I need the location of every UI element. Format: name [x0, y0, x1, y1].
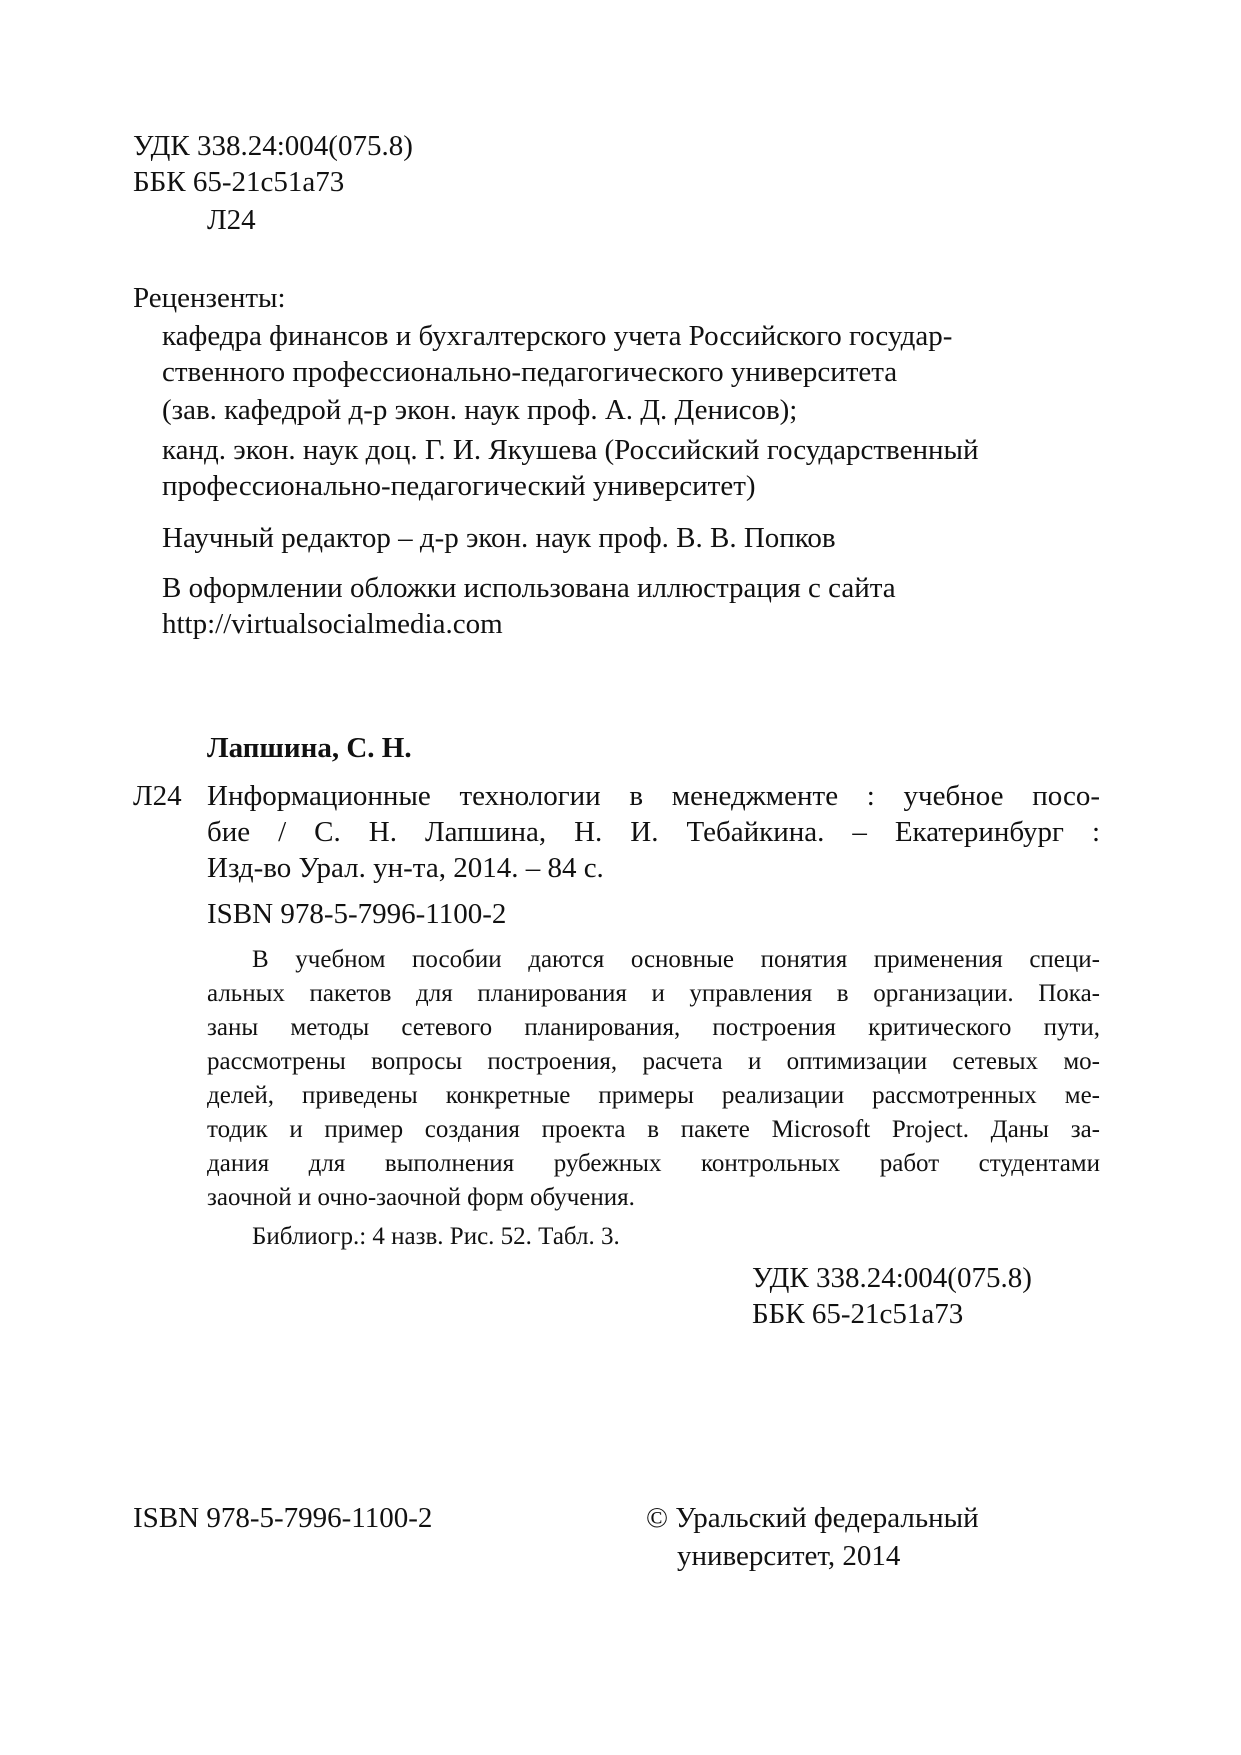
- card-isbn: ISBN 978-5-7996-1100-2: [207, 898, 507, 930]
- scientific-editor: Научный редактор – д-р экон. наук проф. В. В. Попков: [162, 522, 836, 554]
- top-author-mark: Л24: [207, 204, 256, 236]
- abstract-line: заочной и очно-заочной форм обучения.: [207, 1184, 635, 1211]
- card-title-block: [207, 778, 1100, 886]
- abstract-line: дания для выполнения рубежных контрольных работ студентами: [207, 1150, 1100, 1177]
- reviewer-line: (зав. кафедрой д-р экон. наук проф. А. Д. Денисов);: [162, 394, 798, 426]
- card-title-line: бие / С. Н. Лапшина, Н. И. Тебайкина. – Екатеринбург :: [207, 816, 1100, 848]
- card-title-line: Изд-во Урал. ун-та, 2014. – 84 с.: [207, 852, 604, 884]
- top-udk: УДК 338.24:004(075.8): [133, 130, 413, 162]
- card-bbk: ББК 65-21с51а73: [752, 1298, 964, 1330]
- card-biblio: Библиогр.: 4 назв. Рис. 52. Табл. 3.: [252, 1223, 620, 1250]
- footer-isbn: ISBN 978-5-7996-1100-2: [133, 1502, 433, 1534]
- card-mark: Л24: [133, 780, 182, 812]
- abstract-line: заны методы сетевого планирования, построения критического пути,: [207, 1014, 1100, 1041]
- top-bbk: ББК 65-21с51а73: [133, 166, 345, 198]
- footer-copyright-line2: университет, 2014: [677, 1540, 901, 1572]
- cover-note-url: http://virtualsocialmedia.com: [162, 608, 503, 640]
- abstract-line: делей, приведены конкретные примеры реализации рассмотренных ме-: [207, 1082, 1100, 1109]
- card-title-line: Информационные технологии в менеджменте : учебное посо-: [207, 780, 1100, 812]
- reviewers-heading: Рецензенты:: [133, 282, 286, 314]
- card-udk: УДК 338.24:004(075.8): [752, 1262, 1032, 1294]
- reviewer-line: профессионально-педагогический университет): [162, 470, 756, 502]
- abstract-line: рассмотрены вопросы построения, расчета и оптимизации сетевых мо-: [207, 1048, 1100, 1075]
- cover-note-line: В оформлении обложки использована иллюстрация с сайта: [162, 572, 896, 604]
- abstract-line: тодик и пример создания проекта в пакете Microsoft Project. Даны за-: [207, 1116, 1100, 1143]
- reviewer-line: канд. экон. наук доц. Г. И. Якушева (Российский государственный: [162, 434, 979, 466]
- reviewer-line: кафедра финансов и бухгалтерского учета Российского государ-: [162, 320, 953, 352]
- card-author: Лапшина, С. Н.: [207, 732, 412, 764]
- abstract-line: В учебном пособии даются основные понятия применения специ-: [252, 946, 1100, 973]
- footer-copyright: © Уральский федеральный: [646, 1502, 979, 1534]
- card-abstract: [207, 943, 1100, 1215]
- reviewer-line: ственного профессионально-педагогического университета: [162, 356, 898, 388]
- abstract-line: альных пакетов для планирования и управления в организации. Пока-: [207, 980, 1100, 1007]
